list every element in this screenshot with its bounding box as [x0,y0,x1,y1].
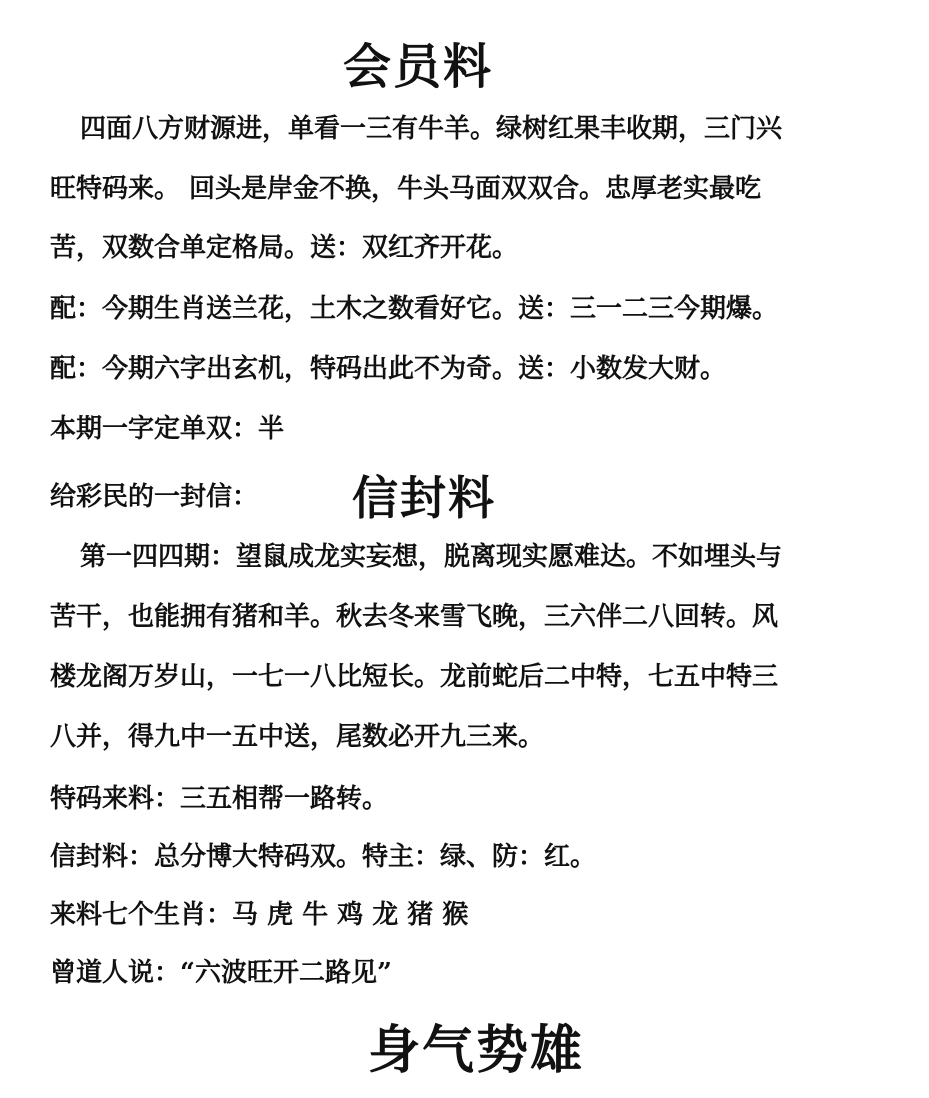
text-line: 楼龙阁万岁山，一七一八比短长。龙前蛇后二中特，七五中特三 [50,662,779,692]
envelope-title: 信封料 [352,471,496,525]
text-line: 给彩民的一封信： [50,482,259,512]
text-line: 信封料：总分博大特码双。特主：绿、防：红。 [50,842,597,872]
text-line: 配：今期生肖送兰花，土木之数看好它。送：三一二三今期爆。 [50,294,779,324]
text-line: 旺特码来。 回头是岸金不换，牛头马面双双合。忠厚老实最吃 [50,174,762,204]
member-title: 会员料 [343,39,494,95]
text-line: 八并，得九中一五中送，尾数必开九三来。 [50,722,545,752]
text-line: 四面八方财源进，单看一三有牛羊。绿树红果丰收期，三门兴 [80,114,783,144]
text-line: 第一四四期：望鼠成龙实妄想，脱离现实愿难达。不如埋头与 [80,542,783,572]
text-line: 来料七个生肖：马 虎 牛 鸡 龙 猪 猴 [50,900,469,930]
text-line: 配：今期六字出玄机，特码出此不为奇。送：小数发大财。 [50,354,727,384]
text-line: 苦，双数合单定格局。送：双红齐开花。 [50,233,519,263]
text-line: 特码来料：三五相帮一路转。 [50,784,389,814]
text-line: 苦干，也能拥有猪和羊。秋去冬来雪飞晚，三六伴二八回转。风 [50,602,779,632]
footer-title: 身气势雄 [368,1020,585,1081]
text-line: 本期一字定单双：半 [50,414,285,444]
text-line: 曾道人说：“六波旺开二路见” [50,958,392,988]
